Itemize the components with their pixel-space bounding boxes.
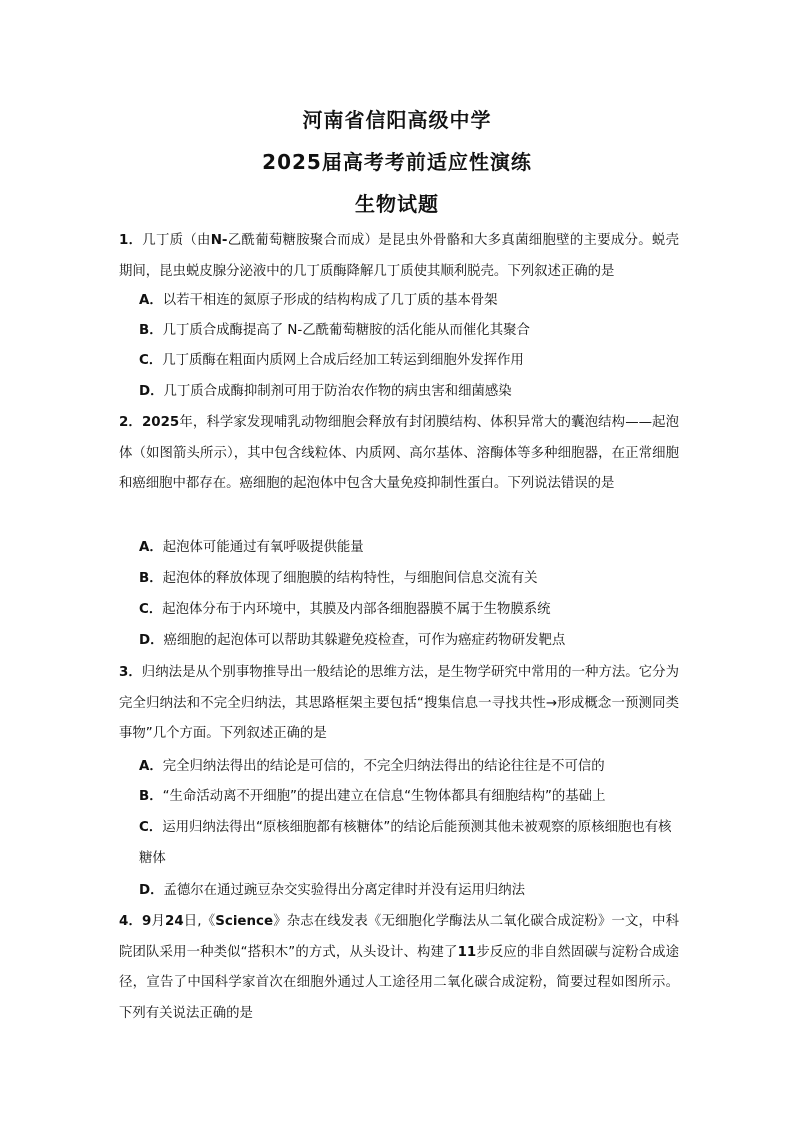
question-number: 4．: [119, 914, 142, 929]
question-2-option-d[interactable]: D．癌细胞的起泡体可以帮助其躲避免疫检查，可作为癌症药物研发靶点: [139, 633, 566, 648]
exam-title: 2025届高考考前适应性演练: [262, 150, 532, 174]
question-1-option-a[interactable]: A．以若干相连的氮原子形成的结构构成了几丁质的基本骨架: [139, 293, 498, 308]
question-3-option-b[interactable]: B．“生命活动离不开细胞”的提出建立在信息“生物体都具有细胞结构”的基础上: [139, 789, 606, 804]
question-1-option-d[interactable]: D．几丁质合成酶抑制剂可用于防治农作物的病虫害和细菌感染: [139, 384, 512, 399]
question-4-stem: 4．9月24日,《Science》杂志在线发表《无细胞化学酶法从二氧化碳合成淀粉》一文，中科院团队采用一种类似“搭积木”的方式，从头设计、构建了11步反应的非自然固碳与淀粉合成途径，宣告了中国科学家首次在细胞外通过人工途径用二氧化碳合成淀粉，简要过程如图所示。下列有关说法正确的是: [119, 914, 679, 1021]
school-title: 河南省信阳高级中学: [302, 108, 492, 132]
question-3-option-a[interactable]: A．完全归纳法得出的结论是可信的，不完全归纳法得出的结论往往是不可信的: [139, 759, 605, 774]
question-3-stem: 3．归纳法是从个别事物推导出一般结论的思维方法，是生物学研究中常用的一种方法。它分为完全归纳法和不完全归纳法，其思路框架主要包括“搜集信息一寻找共性→形成概念一预测同类事物”几个方面。下列叙述正确的是: [119, 665, 679, 741]
question-3-option-c[interactable]: C．运用归纳法得出“原核细胞都有核糖体”的结论后能预测其他未被观察的原核细胞也有核糖体: [139, 820, 672, 866]
question-1-option-b[interactable]: B．几丁质合成酶提高了 N-乙酰葡萄糖胺的活化能从而催化其聚合: [139, 323, 530, 338]
question-2-option-a[interactable]: A．起泡体可能通过有氧呼吸提供能量: [139, 540, 364, 555]
question-3-option-d[interactable]: D．孟德尔在通过豌豆杂交实验得出分离定律时并没有运用归纳法: [139, 883, 526, 898]
question-1-option-c[interactable]: C．几丁质酶在粗面内质网上合成后经加工转运到细胞外发挥作用: [139, 353, 524, 368]
question-2-stem: 2．2025年，科学家发现哺乳动物细胞会释放有封闭膜结构、体积异常大的囊泡结构——起泡体（如图箭头所示），其中包含线粒体、内质网、高尔基体、溶酶体等多种细胞器，在正常细胞和癌细胞中都存在。癌细胞的起泡体中包含大量免疫抑制性蛋白。下列说法错误的是: [119, 415, 679, 491]
question-1-stem: 1．几丁质（由N-乙酰葡萄糖胺聚合而成）是昆虫外骨骼和大多真菌细胞壁的主要成分。蜕壳期间，昆虫蜕皮腺分泌液中的几丁质酶降解几丁质使其顺利脱壳。下列叙述正确的是: [119, 233, 680, 279]
question-number: 1．: [119, 233, 143, 248]
question-number: 3．: [119, 665, 142, 680]
question-number: 2．: [119, 415, 142, 430]
question-2-option-c[interactable]: C．起泡体分布于内环境中，其膜及内部各细胞器膜不属于生物膜系统: [139, 602, 551, 617]
subject-title: 生物试题: [355, 192, 439, 216]
question-2-option-b[interactable]: B．起泡体的释放体现了细胞膜的结构特性，与细胞间信息交流有关: [139, 571, 538, 586]
